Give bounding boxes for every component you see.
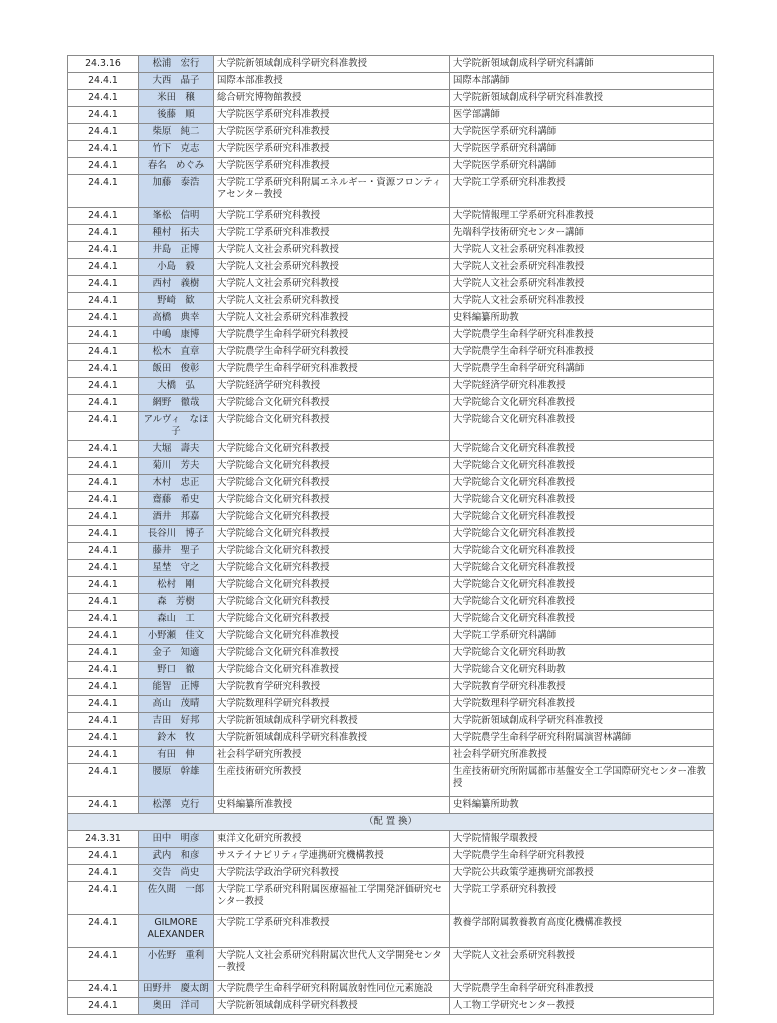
date-cell: 24.4.1 [68,730,139,747]
name-cell: アルヴィ なほ子 [139,412,214,441]
name-cell: 後藤 順 [139,107,214,124]
name-cell: 野崎 歓 [139,293,214,310]
table-row [68,293,714,310]
date-cell: 24.4.1 [68,441,139,458]
table-row [68,730,714,747]
name-cell: 大橋 弘 [139,378,214,395]
date-cell: 24.4.1 [68,645,139,662]
date-cell: 24.4.1 [68,492,139,509]
table-row [68,645,714,662]
new-position-cell: 大学院工学系研究科附属医療福祉工学開発評価研究センター教授 [214,882,450,915]
table-row [68,577,714,594]
new-position-cell: 大学院総合文化研究科教授 [214,526,450,543]
name-cell: 能智 正博 [139,679,214,696]
name-cell: 高山 茂晴 [139,696,214,713]
table-row [68,915,714,948]
name-cell: 金子 知適 [139,645,214,662]
name-cell: 野口 徹 [139,662,214,679]
old-position-cell: 大学院工学系研究科准教授 [450,175,714,208]
new-position-cell: 大学院総合文化研究科准教授 [214,662,450,679]
new-position-cell: 生産技術研究所教授 [214,764,450,797]
date-cell: 24.4.1 [68,882,139,915]
table-row [68,865,714,882]
table-row [68,175,714,208]
date-cell: 24.4.1 [68,509,139,526]
new-position-cell: 大学院医学系研究科准教授 [214,107,450,124]
new-position-cell: 大学院総合文化研究科教授 [214,475,450,492]
table-row [68,395,714,412]
old-position-cell: 大学院新領域創成科学研究科准教授 [450,90,714,107]
table-row [68,543,714,560]
date-cell: 24.4.1 [68,259,139,276]
table-row [68,696,714,713]
old-position-cell: 大学院農学生命科学研究科教授 [450,848,714,865]
new-position-cell: 大学院総合文化研究科教授 [214,594,450,611]
table-row [68,764,714,797]
date-cell: 24.4.1 [68,242,139,259]
name-cell: 藤井 聖子 [139,543,214,560]
table-row [68,73,714,90]
date-cell: 24.4.1 [68,378,139,395]
new-position-cell: 大学院新領域創成科学研究科教授 [214,713,450,730]
new-position-cell: 社会科学研究所教授 [214,747,450,764]
date-cell: 24.4.1 [68,412,139,441]
table-row [68,662,714,679]
name-cell: 中嶋 康博 [139,327,214,344]
new-position-cell: 大学院新領域創成科学研究科准教授 [214,56,450,73]
table-row [68,361,714,378]
date-cell: 24.4.1 [68,628,139,645]
personnel-table [67,55,714,1015]
old-position-cell: 大学院総合文化研究科准教授 [450,577,714,594]
table-row [68,526,714,543]
date-cell: 24.3.16 [68,56,139,73]
table-row [68,310,714,327]
new-position-cell: 大学院法学政治学研究科教授 [214,865,450,882]
new-position-cell: 大学院総合文化研究科准教授 [214,645,450,662]
date-cell: 24.4.1 [68,981,139,998]
date-cell: 24.4.1 [68,560,139,577]
new-position-cell: 大学院医学系研究科准教授 [214,124,450,141]
old-position-cell: 大学院総合文化研究科准教授 [450,412,714,441]
date-cell: 24.4.1 [68,141,139,158]
table-row [68,509,714,526]
date-cell: 24.4.1 [68,797,139,814]
old-position-cell: 教養学部附属教養教育高度化機構准教授 [450,915,714,948]
new-position-cell: 大学院工学系研究科教授 [214,208,450,225]
name-cell: 森 芳樹 [139,594,214,611]
new-position-cell: 大学院農学生命科学研究科附属放射性同位元素施設 [214,981,450,998]
old-position-cell: 大学院新領域創成科学研究科講師 [450,56,714,73]
old-position-cell: 史料編纂所助教 [450,797,714,814]
table-row [68,611,714,628]
new-position-cell: 史料編纂所准教授 [214,797,450,814]
old-position-cell: 大学院公共政策学連携研究部教授 [450,865,714,882]
old-position-cell: 大学院人文社会系研究科准教授 [450,293,714,310]
date-cell: 24.4.1 [68,915,139,948]
new-position-cell: 大学院人文社会系研究科教授 [214,259,450,276]
date-cell: 24.4.1 [68,344,139,361]
date-cell: 24.4.1 [68,293,139,310]
name-cell: 大堀 壽夫 [139,441,214,458]
table-row [68,560,714,577]
name-cell: 森山 工 [139,611,214,628]
date-cell: 24.4.1 [68,526,139,543]
date-cell: 24.4.1 [68,276,139,293]
new-position-cell: 大学院数理科学研究科教授 [214,696,450,713]
old-position-cell: 大学院人文社会系研究科准教授 [450,259,714,276]
transfer-rows [68,831,714,1015]
new-position-cell: 大学院農学生命科学研究科教授 [214,344,450,361]
old-position-cell: 大学院総合文化研究科准教授 [450,475,714,492]
new-position-cell: 大学院工学系研究科附属エネルギー・資源フロンティアセンター教授 [214,175,450,208]
promotion-rows [68,56,714,814]
table-row [68,242,714,259]
name-cell: 小佐野 重利 [139,948,214,981]
table-row [68,679,714,696]
name-cell: 星埜 守之 [139,560,214,577]
new-position-cell: 大学院農学生命科学研究科教授 [214,327,450,344]
name-cell: 交告 尚史 [139,865,214,882]
table-row [68,441,714,458]
name-cell: 有田 伸 [139,747,214,764]
date-cell: 24.4.1 [68,327,139,344]
new-position-cell: 大学院人文社会系研究科附属次世代人文学開発センター教授 [214,948,450,981]
date-cell: 24.4.1 [68,747,139,764]
date-cell: 24.4.1 [68,679,139,696]
table-row [68,628,714,645]
old-position-cell: 大学院医学系研究科講師 [450,124,714,141]
old-position-cell: 人工物工学研究センター教授 [450,998,714,1015]
date-cell: 24.4.1 [68,865,139,882]
date-cell: 24.4.1 [68,361,139,378]
table-row [68,848,714,865]
date-cell: 24.4.1 [68,662,139,679]
name-cell: 武内 和彦 [139,848,214,865]
new-position-cell: 大学院人文社会系研究科教授 [214,293,450,310]
old-position-cell: 大学院総合文化研究科准教授 [450,526,714,543]
new-position-cell: 大学院人文社会系研究科教授 [214,242,450,259]
new-position-cell: 大学院総合文化研究科教授 [214,509,450,526]
new-position-cell: 大学院総合文化研究科教授 [214,458,450,475]
old-position-cell: 大学院総合文化研究科助教 [450,662,714,679]
new-position-cell: 大学院人文社会系研究科教授 [214,276,450,293]
old-position-cell: 大学院人文社会系研究科准教授 [450,242,714,259]
name-cell: GILMORE ALEXANDER [139,915,214,948]
table-row [68,458,714,475]
old-position-cell: 大学院総合文化研究科助教 [450,645,714,662]
new-position-cell: 大学院教育学研究科教授 [214,679,450,696]
table-row [68,378,714,395]
old-position-cell: 大学院工学系研究科教授 [450,882,714,915]
name-cell: 田野井 慶太朗 [139,981,214,998]
old-position-cell: 大学院医学系研究科講師 [450,158,714,175]
date-cell: 24.4.1 [68,395,139,412]
new-position-cell: 大学院総合文化研究科教授 [214,577,450,594]
name-cell: 峯松 信明 [139,208,214,225]
table-row [68,492,714,509]
name-cell: 西村 義樹 [139,276,214,293]
date-cell: 24.4.1 [68,577,139,594]
table-row [68,948,714,981]
date-cell: 24.4.1 [68,310,139,327]
new-position-cell: 大学院総合文化研究科教授 [214,441,450,458]
new-position-cell: 大学院農学生命科学研究科准教授 [214,361,450,378]
old-position-cell: 生産技術研究所附属都市基盤安全工学国際研究センター准教授 [450,764,714,797]
name-cell: 飯田 俊彰 [139,361,214,378]
new-position-cell: 大学院総合文化研究科教授 [214,611,450,628]
old-position-cell: 大学院農学生命科学研究科准教授 [450,981,714,998]
name-cell: 井島 正博 [139,242,214,259]
table-row [68,797,714,814]
table-row [68,208,714,225]
table-row [68,276,714,293]
date-cell: 24.4.1 [68,107,139,124]
date-cell: 24.4.1 [68,948,139,981]
table-row [68,259,714,276]
old-position-cell: 史料編纂所助教 [450,310,714,327]
new-position-cell: 大学院総合文化研究科教授 [214,395,450,412]
table-row [68,998,714,1015]
table-row [68,882,714,915]
table-row [68,327,714,344]
new-position-cell: 大学院新領域創成科学研究科准教授 [214,730,450,747]
old-position-cell: 大学院総合文化研究科准教授 [450,509,714,526]
table-row [68,124,714,141]
date-cell: 24.4.1 [68,158,139,175]
old-position-cell: 大学院総合文化研究科准教授 [450,560,714,577]
old-position-cell: 大学院総合文化研究科准教授 [450,594,714,611]
date-cell: 24.3.31 [68,831,139,848]
section-label: （配 置 換） [68,814,714,831]
new-position-cell: 大学院工学系研究科准教授 [214,915,450,948]
date-cell: 24.4.1 [68,73,139,90]
date-cell: 24.4.1 [68,475,139,492]
old-position-cell: 大学院情報理工学系研究科准教授 [450,208,714,225]
section-row [68,814,714,831]
name-cell: 酒井 邦嘉 [139,509,214,526]
old-position-cell: 大学院教育学研究科准教授 [450,679,714,696]
old-position-cell: 大学院総合文化研究科准教授 [450,458,714,475]
date-cell: 24.4.1 [68,458,139,475]
old-position-cell: 大学院医学系研究科講師 [450,141,714,158]
old-position-cell: 先端科学技術研究センター講師 [450,225,714,242]
name-cell: 佐久間 一郎 [139,882,214,915]
date-cell: 24.4.1 [68,175,139,208]
old-position-cell: 大学院総合文化研究科准教授 [450,395,714,412]
name-cell: 柴原 純二 [139,124,214,141]
table-row [68,158,714,175]
old-position-cell: 大学院工学系研究科講師 [450,628,714,645]
new-position-cell: 大学院総合文化研究科准教授 [214,628,450,645]
date-cell: 24.4.1 [68,594,139,611]
old-position-cell: 大学院数理科学研究科准教授 [450,696,714,713]
table-row [68,90,714,107]
name-cell: 種村 拓夫 [139,225,214,242]
name-cell: 吉田 好邦 [139,713,214,730]
table-row [68,594,714,611]
table-row [68,475,714,492]
name-cell: 松浦 宏行 [139,56,214,73]
old-position-cell: 大学院農学生命科学研究科准教授 [450,327,714,344]
old-position-cell: 国際本部講師 [450,73,714,90]
name-cell: 鈴木 牧 [139,730,214,747]
name-cell: 齋藤 希史 [139,492,214,509]
new-position-cell: 大学院総合文化研究科教授 [214,412,450,441]
name-cell: 竹下 克志 [139,141,214,158]
new-position-cell: 大学院人文社会系研究科准教授 [214,310,450,327]
new-position-cell: 大学院総合文化研究科教授 [214,560,450,577]
name-cell: 松澤 克行 [139,797,214,814]
name-cell: 田中 明彦 [139,831,214,848]
new-position-cell: 大学院医学系研究科准教授 [214,141,450,158]
date-cell: 24.4.1 [68,764,139,797]
old-position-cell: 医学部講師 [450,107,714,124]
name-cell: 網野 徹哉 [139,395,214,412]
table-row [68,981,714,998]
new-position-cell: 大学院総合文化研究科教授 [214,543,450,560]
table-row [68,831,714,848]
name-cell: 奥田 洋司 [139,998,214,1015]
name-cell: 小島 毅 [139,259,214,276]
date-cell: 24.4.1 [68,124,139,141]
name-cell: 大西 晶子 [139,73,214,90]
table-row [68,713,714,730]
date-cell: 24.4.1 [68,848,139,865]
new-position-cell: 大学院工学系研究科准教授 [214,225,450,242]
new-position-cell: 大学院医学系研究科准教授 [214,158,450,175]
new-position-cell: 国際本部准教授 [214,73,450,90]
name-cell: 腰原 幹雄 [139,764,214,797]
table-row [68,225,714,242]
table-row [68,56,714,73]
new-position-cell: 総合研究博物館教授 [214,90,450,107]
table-row [68,344,714,361]
name-cell: 菊川 芳夫 [139,458,214,475]
name-cell: 長谷川 博子 [139,526,214,543]
old-position-cell: 大学院新領域創成科学研究科准教授 [450,713,714,730]
old-position-cell: 社会科学研究所准教授 [450,747,714,764]
old-position-cell: 大学院農学生命科学研究科講師 [450,361,714,378]
name-cell: 小野瀬 佳文 [139,628,214,645]
name-cell: 春名 めぐみ [139,158,214,175]
new-position-cell: 大学院総合文化研究科教授 [214,492,450,509]
date-cell: 24.4.1 [68,543,139,560]
old-position-cell: 大学院農学生命科学研究科附属演習林講師 [450,730,714,747]
old-position-cell: 大学院人文社会系研究科准教授 [450,276,714,293]
new-position-cell: サステイナビリティ学連携研究機構教授 [214,848,450,865]
old-position-cell: 大学院人文社会系研究科教授 [450,948,714,981]
date-cell: 24.4.1 [68,208,139,225]
old-position-cell: 大学院情報学環教授 [450,831,714,848]
date-cell: 24.4.1 [68,696,139,713]
date-cell: 24.4.1 [68,611,139,628]
date-cell: 24.4.1 [68,998,139,1015]
old-position-cell: 大学院総合文化研究科准教授 [450,611,714,628]
old-position-cell: 大学院総合文化研究科准教授 [450,441,714,458]
table-row [68,747,714,764]
name-cell: 松村 剛 [139,577,214,594]
date-cell: 24.4.1 [68,225,139,242]
name-cell: 米田 穣 [139,90,214,107]
old-position-cell: 大学院総合文化研究科准教授 [450,543,714,560]
old-position-cell: 大学院農学生命科学研究科准教授 [450,344,714,361]
section-header [68,814,714,831]
new-position-cell: 大学院新領域創成科学研究科教授 [214,998,450,1015]
name-cell: 松木 直章 [139,344,214,361]
table-row [68,412,714,441]
new-position-cell: 大学院経済学研究科教授 [214,378,450,395]
date-cell: 24.4.1 [68,713,139,730]
name-cell: 木村 忠正 [139,475,214,492]
table-row [68,107,714,124]
date-cell: 24.4.1 [68,90,139,107]
table-row [68,141,714,158]
name-cell: 加藤 泰浩 [139,175,214,208]
new-position-cell: 東洋文化研究所教授 [214,831,450,848]
old-position-cell: 大学院総合文化研究科准教授 [450,492,714,509]
name-cell: 高橋 典幸 [139,310,214,327]
old-position-cell: 大学院経済学研究科准教授 [450,378,714,395]
